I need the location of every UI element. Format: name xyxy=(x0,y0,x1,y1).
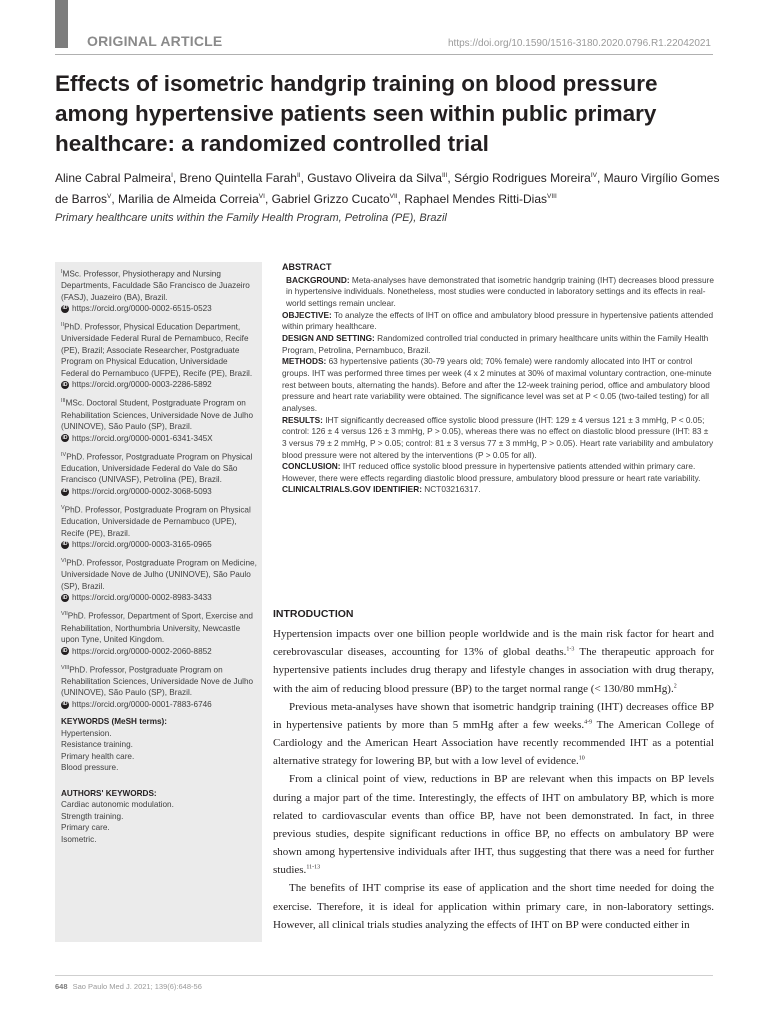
affiliation-item xyxy=(61,450,257,498)
orcid-icon: iD xyxy=(62,701,68,708)
affiliation-mark: I xyxy=(61,269,63,275)
keyword-item: Primary care. xyxy=(61,823,110,833)
author-name: Aline Cabral Palmeira xyxy=(55,171,172,185)
keyword-item: Primary health care. xyxy=(61,751,135,761)
orcid-link[interactable]: https://orcid.org/0000-0002-2060-8852 xyxy=(72,646,212,656)
affiliation-text: PhD. Professor, Physical Education Department, Universidade Federal Rural de Pernambuco, Recife (PE), Brazil; Associate Researcher, Postgraduate Program on Physical Education, Universidade Federal do Pernambuco (UFPE), Recife (PE), Brazil. xyxy=(61,322,253,378)
affiliation-text: PhD. Professor, Postgraduate Program on Physical Education, Universidade Federal do Vale do São Francisco (UNIVASF), Petrolina (PE), Brazil. xyxy=(61,452,253,485)
header-accent-bar xyxy=(55,0,68,48)
affiliation-list xyxy=(61,267,257,845)
affiliation-mark: VIII xyxy=(61,664,70,671)
affiliation-item xyxy=(61,663,257,711)
author-affiliation-mark: VI xyxy=(258,192,265,200)
abstract-background: BACKGROUND: Meta-analyses have demonstrated that isometric handgrip training (IHT) decreases blood pressure in hypertensive individuals. Nonetheless, most studies were conducted in laboratory settings and its effects in real-world settings remain unclear. xyxy=(286,274,714,308)
abstract-objective: OBJECTIVE: To analyze the effects of IHT on office and ambulatory blood pressure in hypertensive patients attended within primary healthcare. xyxy=(282,309,714,332)
affiliation-text: PhD. Professor, Postgraduate Program on Rehabilitation Sciences, Universidade Nove de Julho (UNINOVE), São Paulo (SP), Brazil. xyxy=(61,665,254,698)
author-name: Raphael Mendes Ritti-Dias xyxy=(404,191,548,206)
keyword-item: Blood pressure. xyxy=(61,763,119,773)
orcid-icon: iD xyxy=(62,488,68,495)
keyword-item: Hypertension. xyxy=(61,728,112,738)
section-label: ORIGINAL ARTICLE xyxy=(87,33,223,49)
body-paragraph: From a clinical point of view, reductions in BP are relevant when this impacts on BP levels during a major part of the time. Interestingly, the effects of IHT on ambulatory BP, which is more related to cardiovascular events than office BP, have not been demonstrated. In fact, in three previous studies, despite significant reductions in office BP, no effects on ambulatory BP were shown among hypertensive individuals after IHT, thus suggesting that there was a need for further studies.$^{11-13}$ xyxy=(273,773,714,877)
keyword-item: Strength training. xyxy=(61,811,124,821)
author-name: Gabriel Grizzo Cucato xyxy=(271,191,390,206)
page-footer xyxy=(55,982,202,991)
orcid-icon: iD xyxy=(62,647,68,654)
author-affiliation-mark: V xyxy=(107,192,112,200)
affiliation-mark: VI xyxy=(61,558,67,565)
orcid-icon: iD xyxy=(62,305,68,312)
author-list: Aline Cabral Palmeira$^I$, Breno Quintella Farah$^{II}$, Gustavo Oliveira da Silva$^{III}$, Sérgio Rodrigues Moreira$^{IV}$, Mauro Virgílio Gomes de Barros$^V$, Marilia de Almeida Correia$^{VI}$, Gabriel Grizzo Cucato$^{VII}$, Raphael Mendes Ritti-Dias$^{VIII}$ xyxy=(55,171,720,206)
orcid-icon: iD xyxy=(62,381,68,388)
affiliation-item xyxy=(61,609,257,657)
abstract-design: DESIGN AND SETTING: Randomized controlled trial conducted in primary healthcare units within the Family Health Program, Petrolina, Pernambuco, Brazil. xyxy=(282,332,709,355)
author-affiliation-mark: VIII xyxy=(547,192,557,200)
author-name: Sérgio Rodrigues Moreira xyxy=(454,171,591,185)
affiliation-item xyxy=(61,556,257,604)
body-paragraph: Previous meta-analyses have shown that isometric handgrip training (IHT) decreases office BP in hypertensive patients by more than 5 mmHg after a few weeks.$^{4-9}$ The American College of Cardiology and the American Heart Association have recently recommended IHT as a potential alternative strategy for lowering BP, but with a low level of evidence.$^{10}$ xyxy=(273,700,714,768)
orcid-link[interactable]: https://orcid.org/0000-0001-6341-345X xyxy=(72,433,213,443)
footer-divider xyxy=(55,975,713,976)
affiliation-mark: V xyxy=(61,504,65,511)
orcid-link[interactable]: https://orcid.org/0000-0002-3068-5093 xyxy=(72,486,212,496)
keyword-item: Cardiac autonomic modulation. xyxy=(61,800,174,810)
orcid-link[interactable]: https://orcid.org/0000-0002-6515-0523 xyxy=(72,304,212,314)
abstract-heading: ABSTRACT xyxy=(282,262,332,272)
journal-citation: Sao Paulo Med J. 2021; 139(6):648-56 xyxy=(72,982,202,991)
author-name: Marilia de Almeida Correia xyxy=(118,191,259,206)
affiliation-item xyxy=(61,396,257,444)
abstract-conclusion: CONCLUSION: IHT reduced office systolic blood pressure in hypertensive patients attended within primary care. However, there were effects regarding diastolic blood pressure, ambulatory blood pressure or heart rate variability. xyxy=(282,461,701,483)
affiliation-item xyxy=(61,267,257,315)
introduction-section xyxy=(273,605,714,934)
keyword-item: Isometric. xyxy=(61,834,97,844)
study-setting: Primary healthcare units within the Family Health Program, Petrolina (PE), Brazil xyxy=(55,212,447,224)
affiliation-mark: III xyxy=(61,398,66,405)
body-paragraph: The benefits of IHT comprise its ease of application and the short time needed for doing the exercise. Therefore, it is ideal for application within primary care, in non-laboratory settings. However, all clinical trials studies analyzing the effects of IHT on BP were conducted either in xyxy=(273,882,714,931)
body-paragraph: Hypertension impacts over one billion people worldwide and is the main risk factor for heart and cerebrovascular diseases, accounting for 13% of global deaths.$^{1-3}$ The therapeutic approach for hypertensive patients includes drug therapy and lifestyle changes in association with drug therapy, with the aim of reducing blood pressure (BP) to the target normal range (< 130/80 mmHg).$^2$ xyxy=(273,628,714,695)
abstract-results: RESULTS: IHT significantly decreased office systolic blood pressure (IHT: 129 ± 4 versus 121 ± 3 mmHg, P < 0.05; control: 126 ± 4 versus 126 ± 3 mmHg, P > 0.05), whereas there was no effect on diastolic blood pressure (IHT: 83 ± 3 versus 79 ± 2 mmHg, P > 0.05; control: 81 ± 3 versus 77 ± 3 mmHg, P > 0.05). Heart rate variability and ambulatory blood pressure were not altered by the interventions (P > 0.05 for all). xyxy=(282,414,714,460)
orcid-icon: iD xyxy=(62,594,68,601)
author-name: Breno Quintella Farah xyxy=(179,171,297,185)
page-number: 648 xyxy=(55,982,68,991)
abstract-block xyxy=(282,262,715,496)
header-divider xyxy=(55,54,713,55)
author-affiliation-mark: III xyxy=(441,172,448,179)
keyword-item: Resistance training. xyxy=(61,740,133,750)
orcid-icon: iD xyxy=(62,434,68,441)
doi-link[interactable]: https://doi.org/10.1590/1516-3180.2020.0796.R1.22042021 xyxy=(448,38,711,49)
affiliation-text: PhD. Professor, Postgraduate Program on Medicine, Universidade Nove de Julho (UNINOVE), São Paulo (SP), Brazil. xyxy=(61,558,257,591)
abstract-trial-id: CLINICALTRIALS.GOV IDENTIFIER: NCT03216317. xyxy=(282,484,481,495)
abstract-methods: METHODS: 63 hypertensive patients (30-79 years old; 70% female) were randomly allocated into IHT or control groups. IHT was performed three times per week (4 x 2 minutes at 30% of maximal voluntary contraction, one-minute rest between bouts, alternating the hands). Before and after the 12-week training period, office and ambulatory blood pressure and heart rate variability were obtained. The significance level was set at P < 0.05 (two-tailed testing) for all analyses. xyxy=(282,356,712,413)
affiliation-item xyxy=(61,320,257,391)
introduction-heading: INTRODUCTION xyxy=(273,608,354,620)
author-name: Mauro Virgílio Gomes de Barros xyxy=(55,171,720,206)
mesh-keywords-heading: KEYWORDS (MeSH terms): xyxy=(61,717,167,727)
affiliation-text: PhD. Professor, Postgraduate Program on Physical Education, Universidade de Pernambuco (UPE), Recife (PE), Brazil. xyxy=(61,505,251,538)
affiliation-mark: VII xyxy=(61,611,68,618)
affiliation-mark: IV xyxy=(61,451,67,458)
orcid-icon: iD xyxy=(62,541,68,548)
affiliation-text: MSc. Doctoral Student, Postgraduate Program on Rehabilitation Sciences, Universidade Nove de Julho (UNINOVE), São Paulo (SP), Brazil. xyxy=(61,399,254,432)
author-affiliation-mark: I xyxy=(171,172,173,179)
author-name: Gustavo Oliveira da Silva xyxy=(307,171,442,185)
affiliation-item xyxy=(61,503,257,551)
affiliation-mark: II xyxy=(61,322,65,329)
orcid-link[interactable]: https://orcid.org/0000-0001-7883-6746 xyxy=(72,699,212,709)
orcid-link[interactable]: https://orcid.org/0000-0003-3165-0965 xyxy=(72,540,212,550)
author-affiliation-mark: VII xyxy=(389,192,398,200)
affiliation-text: PhD. Professor, Department of Sport, Exercise and Rehabilitation, Northumbria University, Newcastle upon Tyne, United Kingdom. xyxy=(61,612,253,645)
orcid-link[interactable]: https://orcid.org/0000-0002-8983-3433 xyxy=(72,593,212,603)
author-affiliation-mark: IV xyxy=(590,172,597,179)
author-keywords-heading: AUTHORS' KEYWORDS: xyxy=(61,788,157,798)
orcid-link[interactable]: https://orcid.org/0000-0003-2286-5892 xyxy=(72,380,212,390)
article-title: Effects of isometric handgrip training on blood pressure among hypertensive patients seen within public primary healthcare: a randomized controlled trial xyxy=(55,71,658,156)
affiliation-text: MSc. Professor, Physiotherapy and Nursing Departments, Faculdade São Francisco de Juazeiro (FASJ), Juazeiro (BA), Brazil. xyxy=(61,269,250,302)
author-affiliation-mark: II xyxy=(296,172,301,179)
